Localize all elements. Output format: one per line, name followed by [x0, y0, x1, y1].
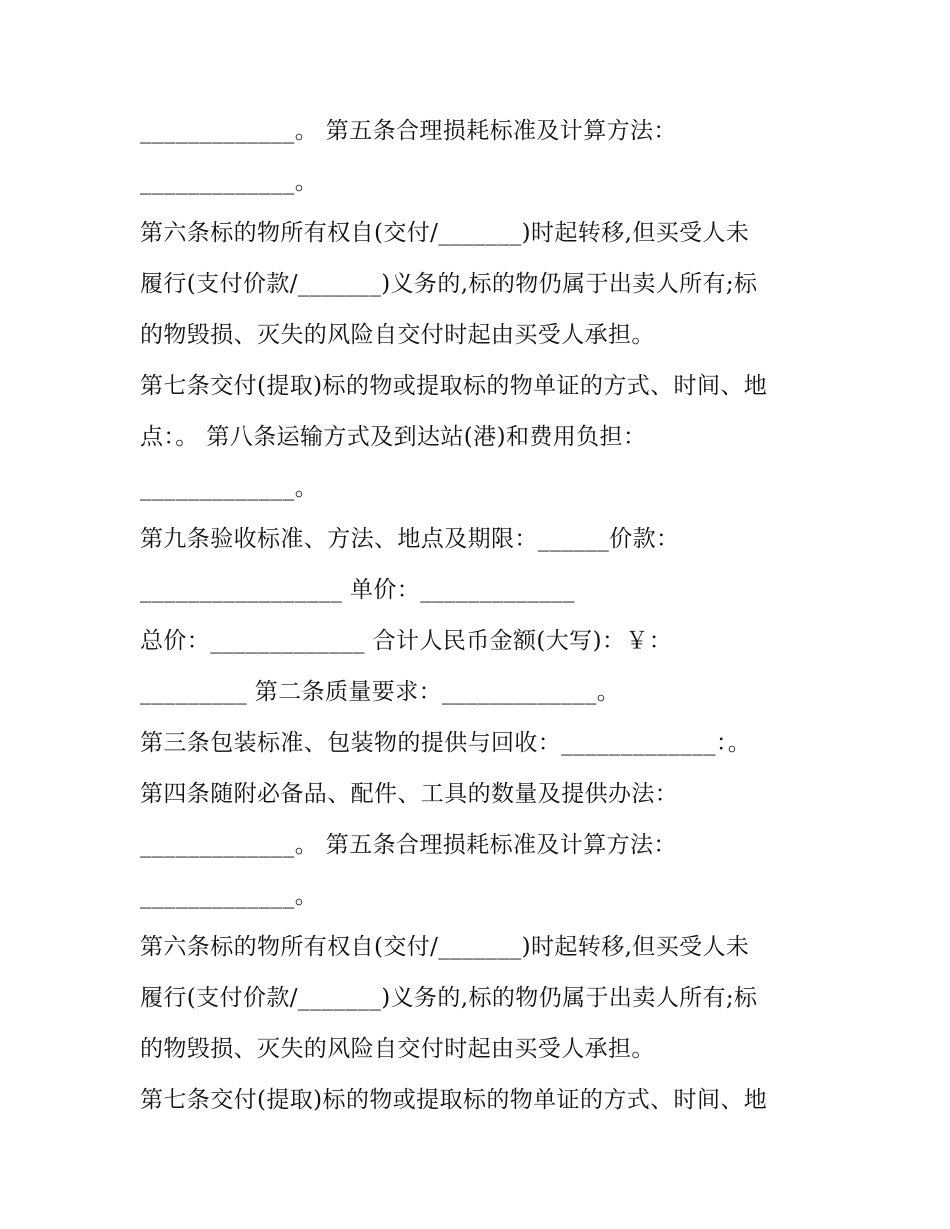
text-line: _________________ 单价：_____________	[140, 577, 575, 603]
text-line: _____________。 第五条合理损耗标准及计算方法：	[140, 118, 677, 144]
text-line: 总价：_____________ 合计人民币金额(大写)：￥：	[140, 628, 673, 654]
text-line: 第七条交付(提取)标的物或提取标的物单证的方式、时间、地	[140, 373, 768, 399]
text-line: 第九条验收标准、方法、地点及期限：______价款：	[140, 526, 680, 552]
text-line: 第七条交付(提取)标的物或提取标的物单证的方式、时间、地	[140, 1087, 768, 1113]
text-line: 点：。 第八条运输方式及到达站(港)和费用负担：	[140, 424, 647, 450]
text-line: _________ 第二条质量要求：_____________。	[140, 679, 621, 705]
text-line: 的物毁损、灭失的风险自交付时起由买受人承担。	[140, 1036, 655, 1062]
text-line: 第六条标的物所有权自(交付/_______)时起转移,但买受人未	[140, 934, 750, 960]
text-line: 履行(支付价款/_______)义务的,标的物仍属于出卖人所有;标	[140, 985, 758, 1011]
text-line: 第三条包装标准、包装物的提供与回收：_____________：。	[140, 730, 752, 756]
text-line: _____________。 第五条合理损耗标准及计算方法：	[140, 832, 677, 858]
text-line: 第四条随附必备品、配件、工具的数量及提供办法：	[140, 781, 679, 807]
text-line: 履行(支付价款/_______)义务的,标的物仍属于出卖人所有;标	[140, 271, 758, 297]
text-line: _____________。	[140, 475, 319, 501]
text-line: _____________。	[140, 169, 319, 195]
text-line: 的物毁损、灭失的风险自交付时起由买受人承担。	[140, 322, 655, 348]
text-line: _____________。	[140, 883, 319, 909]
text-line: 第六条标的物所有权自(交付/_______)时起转移,但买受人未	[140, 220, 750, 246]
